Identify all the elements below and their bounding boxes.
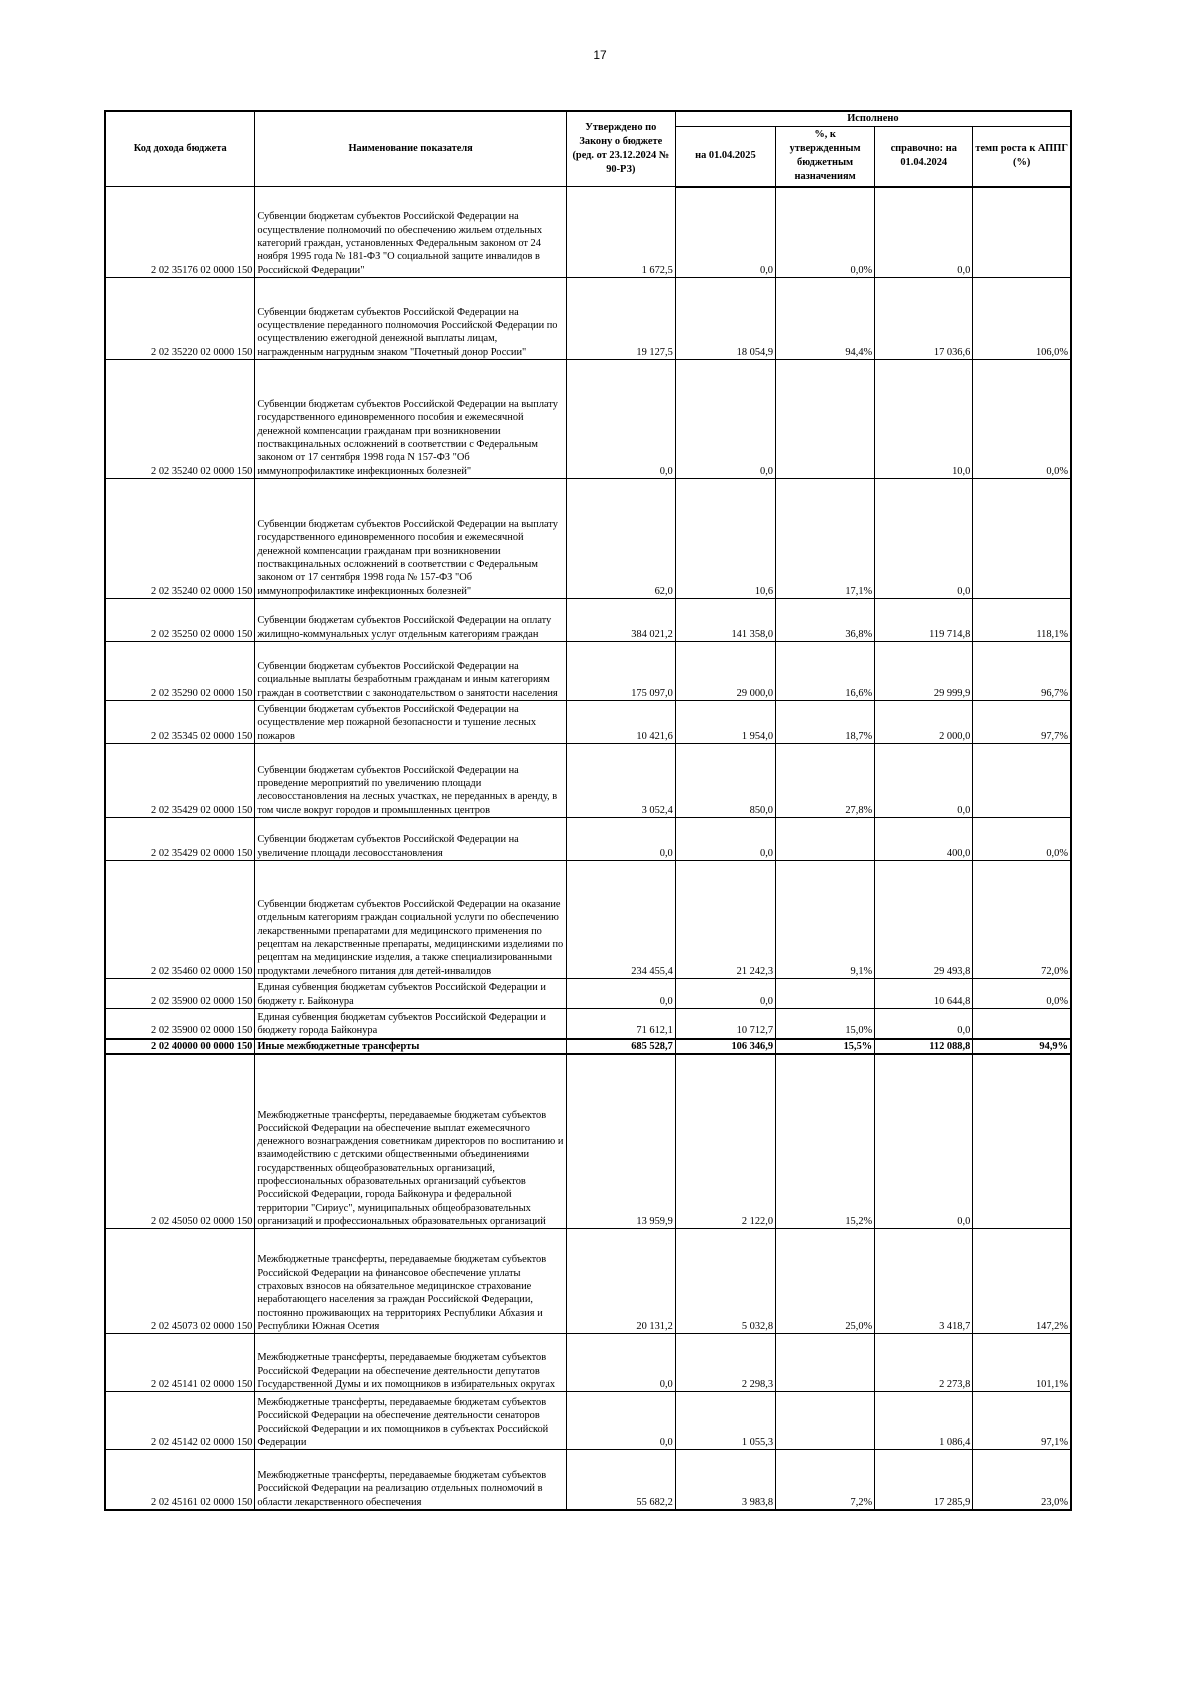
table-body <box>105 187 1071 1510</box>
row-name: Субвенции бюджетам субъектов Российской Федерации на проведение мероприятий по увеличению площади лесовосстановления на лесных участках, не переданных в аренду, в том числе вокруг городов и промышленных центров <box>255 744 567 818</box>
row-executed: 141 358,0 <box>675 599 775 642</box>
row-percent: 36,8% <box>776 599 875 642</box>
row-name: Субвенции бюджетам субъектов Российской Федерации на оказание отдельным категориям граждан социальной услуги по обеспечению лекарственными препаратами для медицинского применения по рецептам на лекарственные препараты, медицинскими изделиями по рецептам на медицинские изделия, а также специализированными продуктами лечебного питания для детей-инвалидов <box>255 861 567 979</box>
row-code: 2 02 35900 02 0000 150 <box>105 979 255 1009</box>
row-percent: 17,1% <box>776 479 875 599</box>
row-approved: 0,0 <box>566 979 675 1009</box>
row-name: Межбюджетные трансферты, передаваемые бюджетам субъектов Российской Федерации на финансовое обеспечение уплаты страховых взносов на обязательное медицинское страхование неработающего населения за граждан Российской Федерации, постоянно проживающих на территориях Республики Абхазия и Республики Южная Осетия <box>255 1229 567 1334</box>
row-executed: 1 954,0 <box>675 701 775 744</box>
row-growth <box>973 744 1071 818</box>
table-row <box>105 1039 1071 1054</box>
row-reference: 2 000,0 <box>875 701 973 744</box>
table-row <box>105 818 1071 861</box>
row-executed: 2 298,3 <box>675 1334 775 1392</box>
row-name: Субвенции бюджетам субъектов Российской Федерации на выплату государственного единовременного пособия и ежемесячной денежной компенсации гражданам при возникновении поствакцинальных осложнений в соответствии с Федеральным законом от 17 сентября 1998 года № 157-ФЗ "Об иммунопрофилактике инфекционных болезней" <box>255 479 567 599</box>
row-code: 2 02 35900 02 0000 150 <box>105 1009 255 1039</box>
row-reference: 0,0 <box>875 187 973 278</box>
header-code: Код дохода бюджета <box>105 111 255 187</box>
row-name: Межбюджетные трансферты, передаваемые бюджетам субъектов Российской Федерации на реализацию отдельных полномочий в области лекарственного обеспечения <box>255 1450 567 1510</box>
row-growth: 23,0% <box>973 1450 1071 1510</box>
row-percent: 27,8% <box>776 744 875 818</box>
row-reference: 112 088,8 <box>875 1039 973 1054</box>
row-executed: 5 032,8 <box>675 1229 775 1334</box>
row-growth: 147,2% <box>973 1229 1071 1334</box>
row-percent: 25,0% <box>776 1229 875 1334</box>
row-approved: 62,0 <box>566 479 675 599</box>
table-row <box>105 861 1071 979</box>
table-row <box>105 278 1071 360</box>
row-growth: 96,7% <box>973 642 1071 701</box>
budget-execution-table <box>104 110 1072 1511</box>
row-code: 2 02 40000 00 0000 150 <box>105 1039 255 1054</box>
table-row <box>105 979 1071 1009</box>
row-reference: 10 644,8 <box>875 979 973 1009</box>
row-percent: 0,0% <box>776 187 875 278</box>
row-code: 2 02 45161 02 0000 150 <box>105 1450 255 1510</box>
row-name: Субвенции бюджетам субъектов Российской Федерации на оплату жилищно-коммунальных услуг отдельным категориям граждан <box>255 599 567 642</box>
row-approved: 10 421,6 <box>566 701 675 744</box>
row-code: 2 02 35460 02 0000 150 <box>105 861 255 979</box>
row-approved: 20 131,2 <box>566 1229 675 1334</box>
row-percent: 7,2% <box>776 1450 875 1510</box>
header-growth: темп роста к АППГ (%) <box>973 127 1071 187</box>
table-row <box>105 1054 1071 1229</box>
row-growth: 94,9% <box>973 1039 1071 1054</box>
row-executed: 0,0 <box>675 979 775 1009</box>
row-reference: 3 418,7 <box>875 1229 973 1334</box>
row-growth <box>973 479 1071 599</box>
row-percent: 15,0% <box>776 1009 875 1039</box>
row-growth: 101,1% <box>973 1334 1071 1392</box>
row-approved: 3 052,4 <box>566 744 675 818</box>
row-executed: 2 122,0 <box>675 1054 775 1229</box>
row-reference: 400,0 <box>875 818 973 861</box>
row-name: Единая субвенция бюджетам субъектов Российской Федерации и бюджету города Байконура <box>255 1009 567 1039</box>
row-executed: 0,0 <box>675 360 775 479</box>
row-executed: 10 712,7 <box>675 1009 775 1039</box>
row-executed: 1 055,3 <box>675 1392 775 1450</box>
row-code: 2 02 35429 02 0000 150 <box>105 744 255 818</box>
row-approved: 71 612,1 <box>566 1009 675 1039</box>
row-reference: 10,0 <box>875 360 973 479</box>
table-row <box>105 187 1071 278</box>
row-percent <box>776 818 875 861</box>
table-row <box>105 744 1071 818</box>
row-name: Субвенции бюджетам субъектов Российской Федерации на увеличение площади лесовосстановления <box>255 818 567 861</box>
row-reference: 0,0 <box>875 1054 973 1229</box>
row-name: Субвенции бюджетам субъектов Российской Федерации на осуществление полномочий по обеспечению жильем отдельных категорий граждан, установленных Федеральным законом от 24 ноября 1995 года № 181-ФЗ "О социальной защите инвалидов в Российской Федерации" <box>255 187 567 278</box>
row-code: 2 02 35240 02 0000 150 <box>105 360 255 479</box>
row-reference: 1 086,4 <box>875 1392 973 1450</box>
row-approved: 0,0 <box>566 818 675 861</box>
row-code: 2 02 45050 02 0000 150 <box>105 1054 255 1229</box>
row-growth <box>973 1054 1071 1229</box>
row-percent <box>776 360 875 479</box>
row-growth <box>973 187 1071 278</box>
row-growth <box>973 1009 1071 1039</box>
row-executed: 21 242,3 <box>675 861 775 979</box>
row-code: 2 02 35250 02 0000 150 <box>105 599 255 642</box>
row-reference: 29 493,8 <box>875 861 973 979</box>
row-percent: 15,5% <box>776 1039 875 1054</box>
row-growth: 97,1% <box>973 1392 1071 1450</box>
row-code: 2 02 35345 02 0000 150 <box>105 701 255 744</box>
row-growth: 118,1% <box>973 599 1071 642</box>
page-number: 17 <box>593 48 607 62</box>
table-row <box>105 1334 1071 1392</box>
table-header <box>105 111 1071 187</box>
row-growth: 0,0% <box>973 979 1071 1009</box>
row-growth: 97,7% <box>973 701 1071 744</box>
row-name: Субвенции бюджетам субъектов Российской Федерации на осуществление переданного полномочия Российской Федерации по осуществлению ежегодной денежной выплаты лицам, награжденным нагрудным знаком "Почетный донор России" <box>255 278 567 360</box>
row-code: 2 02 35290 02 0000 150 <box>105 642 255 701</box>
header-on-date: на 01.04.2025 <box>675 127 775 187</box>
row-percent <box>776 1392 875 1450</box>
row-name: Субвенции бюджетам субъектов Российской Федерации на социальные выплаты безработным гражданам и иным категориям граждан в соответствии с законодательством о занятости населения <box>255 642 567 701</box>
row-code: 2 02 45141 02 0000 150 <box>105 1334 255 1392</box>
table-row <box>105 642 1071 701</box>
row-approved: 0,0 <box>566 360 675 479</box>
row-reference: 2 273,8 <box>875 1334 973 1392</box>
row-reference: 0,0 <box>875 1009 973 1039</box>
row-executed: 106 346,9 <box>675 1039 775 1054</box>
row-code: 2 02 35429 02 0000 150 <box>105 818 255 861</box>
row-executed: 10,6 <box>675 479 775 599</box>
row-growth: 106,0% <box>973 278 1071 360</box>
row-name: Межбюджетные трансферты, передаваемые бюджетам субъектов Российской Федерации на обеспечение деятельности сенаторов Российской Федерации и их помощников в субъектах Российской Федерации <box>255 1392 567 1450</box>
row-growth: 72,0% <box>973 861 1071 979</box>
row-approved: 1 672,5 <box>566 187 675 278</box>
row-reference: 0,0 <box>875 744 973 818</box>
row-percent <box>776 979 875 1009</box>
row-growth: 0,0% <box>973 360 1071 479</box>
row-percent: 16,6% <box>776 642 875 701</box>
row-approved: 13 959,9 <box>566 1054 675 1229</box>
row-name: Межбюджетные трансферты, передаваемые бюджетам субъектов Российской Федерации на обеспечение деятельности депутатов Государственной Думы и их помощников в избирательных округах <box>255 1334 567 1392</box>
row-executed: 850,0 <box>675 744 775 818</box>
row-percent: 9,1% <box>776 861 875 979</box>
row-code: 2 02 35176 02 0000 150 <box>105 187 255 278</box>
table-row <box>105 701 1071 744</box>
row-reference: 0,0 <box>875 479 973 599</box>
table-row <box>105 1009 1071 1039</box>
row-name: Субвенции бюджетам субъектов Российской Федерации на выплату государственного единовременного пособия и ежемесячной денежной компенсации гражданам при возникновении поствакцинальных осложнений в соответствии с Федеральным законом от 17 сентября 1998 года N 157-ФЗ "Об иммунопрофилактике инфекционных болезней" <box>255 360 567 479</box>
row-reference: 29 999,9 <box>875 642 973 701</box>
row-code: 2 02 35240 02 0000 150 <box>105 479 255 599</box>
header-executed: Исполнено <box>675 111 1071 127</box>
header-name: Наименование показателя <box>255 111 567 187</box>
table-row <box>105 1392 1071 1450</box>
row-name: Субвенции бюджетам субъектов Российской Федерации на осуществление мер пожарной безопасности и тушение лесных пожаров <box>255 701 567 744</box>
header-approved: Утверждено по Закону о бюджете (ред. от 23.12.2024 № 90-РЗ) <box>566 111 675 187</box>
row-executed: 0,0 <box>675 818 775 861</box>
table-row <box>105 360 1071 479</box>
row-approved: 384 021,2 <box>566 599 675 642</box>
row-approved: 55 682,2 <box>566 1450 675 1510</box>
row-name: Единая субвенция бюджетам субъектов Российской Федерации и бюджету г. Байконура <box>255 979 567 1009</box>
row-code: 2 02 45142 02 0000 150 <box>105 1392 255 1450</box>
row-approved: 0,0 <box>566 1334 675 1392</box>
row-approved: 19 127,5 <box>566 278 675 360</box>
row-percent: 15,2% <box>776 1054 875 1229</box>
table-row <box>105 1229 1071 1334</box>
row-name: Межбюджетные трансферты, передаваемые бюджетам субъектов Российской Федерации на обеспечение выплат ежемесячного денежного вознаграждения советникам директоров по воспитанию и взаимодействию с детскими общественными объединениями государственных общеобразовательных организаций, профессиональных образовательных организаций субъектов Российской Федерации, города Байконура и федеральной территории "Сириус", муниципальных общеобразовательных организаций и профессиональных образовательных организаций <box>255 1054 567 1229</box>
row-executed: 29 000,0 <box>675 642 775 701</box>
row-code: 2 02 35220 02 0000 150 <box>105 278 255 360</box>
header-reference: справочно: на 01.04.2024 <box>875 127 973 187</box>
table-row <box>105 479 1071 599</box>
row-executed: 18 054,9 <box>675 278 775 360</box>
row-reference: 17 036,6 <box>875 278 973 360</box>
row-reference: 17 285,9 <box>875 1450 973 1510</box>
row-name: Иные межбюджетные трансферты <box>255 1039 567 1054</box>
table-row <box>105 599 1071 642</box>
row-percent: 94,4% <box>776 278 875 360</box>
header-percent: %, к утвержденным бюджетным назначениям <box>776 127 875 187</box>
row-executed: 0,0 <box>675 187 775 278</box>
table-row <box>105 1450 1071 1510</box>
row-reference: 119 714,8 <box>875 599 973 642</box>
row-growth: 0,0% <box>973 818 1071 861</box>
row-code: 2 02 45073 02 0000 150 <box>105 1229 255 1334</box>
row-percent <box>776 1334 875 1392</box>
row-executed: 3 983,8 <box>675 1450 775 1510</box>
row-percent: 18,7% <box>776 701 875 744</box>
row-approved: 685 528,7 <box>566 1039 675 1054</box>
row-approved: 175 097,0 <box>566 642 675 701</box>
row-approved: 0,0 <box>566 1392 675 1450</box>
row-approved: 234 455,4 <box>566 861 675 979</box>
